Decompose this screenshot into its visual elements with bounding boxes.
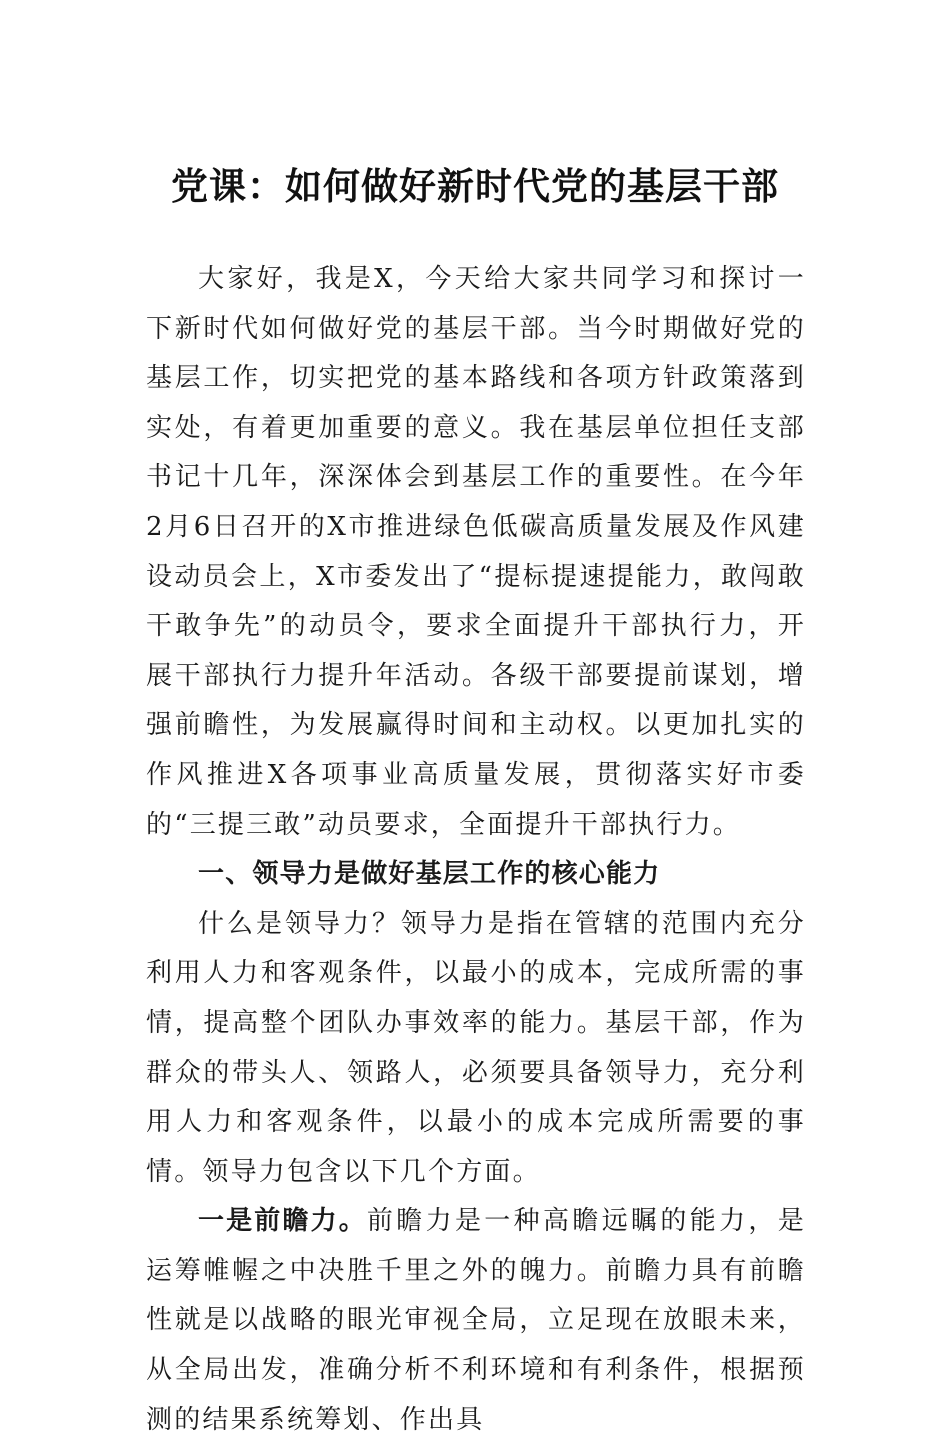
intro-paragraph: 大家好，我是X，今天给大家共同学习和探讨一下新时代如何做好党的基层干部。当今时期做好党的基层工作，切实把党的基本路线和各项方针政策落到实处，有着更加重要的意义。我在基层单位担任支部书记十几年，深深体会到基层工作的重要性。在今年2月6日召开的X市推进绿色低碳高质量发展及作风建设动员会上，X市委发出了“提标提速提能力，敢闯敢干敢争先”的动员令，要求全面提升干部执行力，开展干部执行力提升年活动。各级干部要提前谋划，增强前瞻性，为发展赢得时间和主动权。以更加扎实的作风推进X各项事业高质量发展，贯彻落实好市委的“三提三敢”动员要求，全面提升干部执行力。 <box>146 264 806 840</box>
point-1-paragraph <box>146 1197 806 1445</box>
document-title: 党课：如何做好新时代党的基层干部 <box>171 164 779 208</box>
point-1-lead: 一是前瞻力。 <box>198 1206 367 1237</box>
section-heading-1: 一、领导力是做好基层工作的核心能力 <box>198 859 661 890</box>
document-body <box>146 255 806 1445</box>
point-1-text: 前瞻力是一种高瞻远瞩的能力，是运筹帷幄之中决胜千里之外的魄力。前瞻力具有前瞻性就是以战略的眼光审视全局，立足现在放眼未来，从全局出发，准确分析不利环境和有利条件，根据预测的结果系统筹划、作出具 <box>146 1206 806 1435</box>
section-1-paragraph: 什么是领导力？领导力是指在管辖的范围内充分利用人力和客观条件，以最小的成本，完成所需的事情，提高整个团队办事效率的能力。基层干部，作为群众的带头人、领路人，必须要具备领导力，充分利用人力和客观条件，以最小的成本完成所需要的事情。领导力包含以下几个方面。 <box>146 908 806 1187</box>
